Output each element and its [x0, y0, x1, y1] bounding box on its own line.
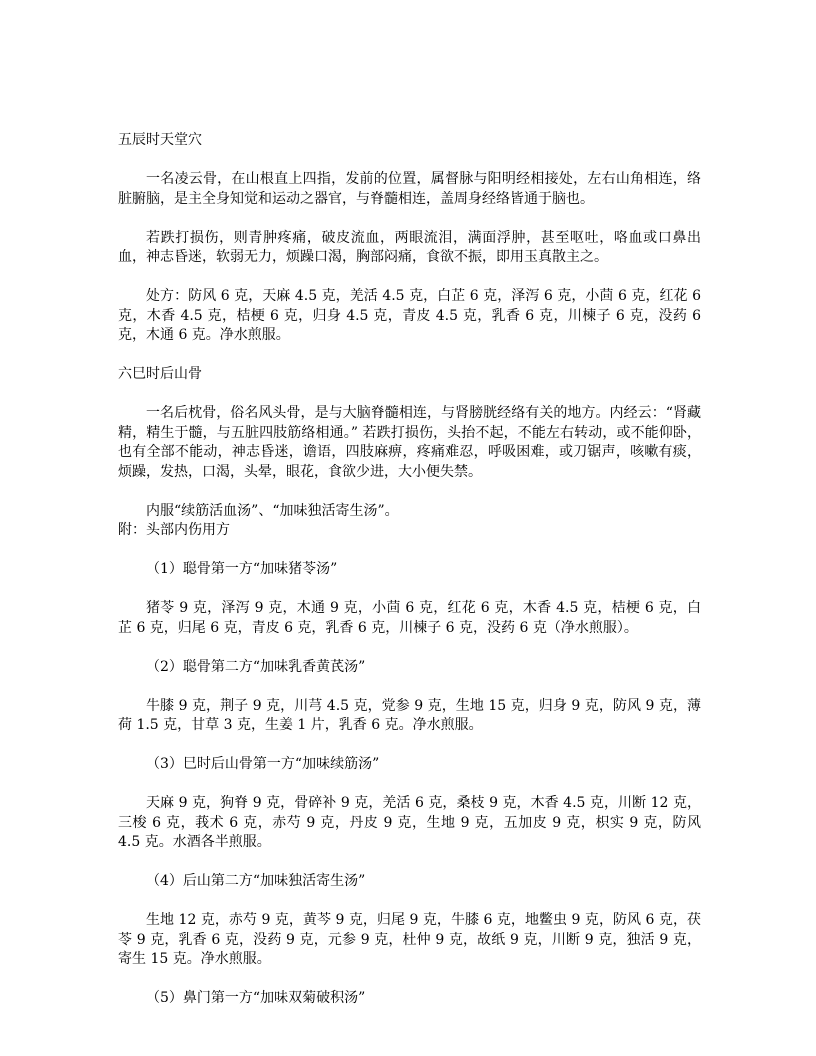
appendix-heading: 附：头部内伤用方 [118, 522, 230, 538]
formula-title-5: （5）鼻门第一方“加味双菊破积汤” [146, 990, 366, 1006]
formula-title-3: （3）巳时后山骨第一方“加味续筋汤” [146, 756, 380, 772]
paragraph-description: 一名凌云骨，在山根直上四指，发前的位置，属督脉与阳明经相接处，左右山角相连，络脏腑脑，是主全身知觉和运动之器官，与脊髓相连，盖周身经络皆通于脑也。 [118, 171, 701, 207]
formula-title-1: （1）聪骨第一方“加味猪苓汤” [146, 561, 338, 577]
paragraph-internal-medicine: 内服“续筋活血汤”、“加味独活寄生汤”。 [146, 502, 399, 519]
formula-body-1: 猪苓 9 克，泽泻 9 克，木通 9 克，小茴 6 克，红花 6 克，木香 4.5 克，桔梗 6 克，白芷 6 克，归尾 6 克，青皮 6 克，乳香 6 克，川楝子 6 克，没药 6 克（净水煎服）。 [118, 600, 701, 636]
section-heading-tiantang: 五辰时天堂穴 [118, 132, 202, 148]
formula-body-4: 生地 12 克，赤芍 9 克，黄芩 9 克，归尾 9 克，牛膝 6 克，地鳖虫 9 克，防风 6 克，茯苓 9 克，乳香 6 克，没药 9 克，元参 9 克，杜仲 9 克，故纸 9 克，川断 9 克，独活 9 克，寄生 15 克。净水煎服。 [118, 912, 701, 967]
formula-body-3: 天麻 9 克，狗脊 9 克，骨碎补 9 克，羌活 6 克，桑枝 9 克，木香 4.5 克，川断 12 克，三梭 6 克，莪术 6 克，赤芍 9 克，丹皮 9 克，生地 9 克，五加皮 9 克，枳实 9 克，防风 4.5 克。水酒各半煎服。 [118, 795, 701, 850]
paragraph-prescription: 处方：防风 6 克，天麻 4.5 克，羌活 4.5 克，白芷 6 克，泽泻 6 克，小茴 6 克，红花 6 克，木香 4.5 克，桔梗 6 克，归身 4.5 克，青皮 4.5 克，乳香 6 克，川楝子 6 克，没药 6 克，木通 6 克。净水煎服。 [118, 288, 701, 343]
paragraph-symptoms: 若跌打损伤，则青肿疼痛，破皮流血，两眼流泪，满面浮肿，甚至呕吐，咯血或口鼻出血，神志昏迷，软弱无力，烦躁口渴，胸部闷痛，食欲不振，即用玉真散主之。 [118, 229, 701, 265]
formula-title-4: （4）后山第二方“加味独活寄生汤” [146, 873, 366, 889]
formula-title-2: （2）聪骨第二方“加味乳香黄芪汤” [146, 658, 366, 675]
formula-body-2: 牛膝 9 克，荆子 9 克，川芎 4.5 克，党参 9 克，生地 15 克，归身 9 克，防风 9 克，薄荷 1.5 克，甘草 3 克，生姜 1 片，乳香 6 克。净水煎服。 [118, 697, 701, 733]
paragraph-description: 一名后枕骨，俗名风头骨，是与大脑脊髓相连，与肾膀胱经络有关的地方。内经云：“肾藏精，精生于髓，与五脏四肢筋络相通。” 若跌打损伤，头抬不起，不能左右转动，或不能仰卧，也有全部不能动，神志昏迷，谵语，四肢麻痹，疼痛难忍，呼吸困难，或刀锯声，咳嗽有痰，烦躁，发热，口渴，头晕，眼花，食欲少进，大小便失禁。 [118, 405, 701, 480]
document-page [118, 131, 701, 1028]
section-heading-houshan: 六巳时后山骨 [118, 366, 202, 382]
